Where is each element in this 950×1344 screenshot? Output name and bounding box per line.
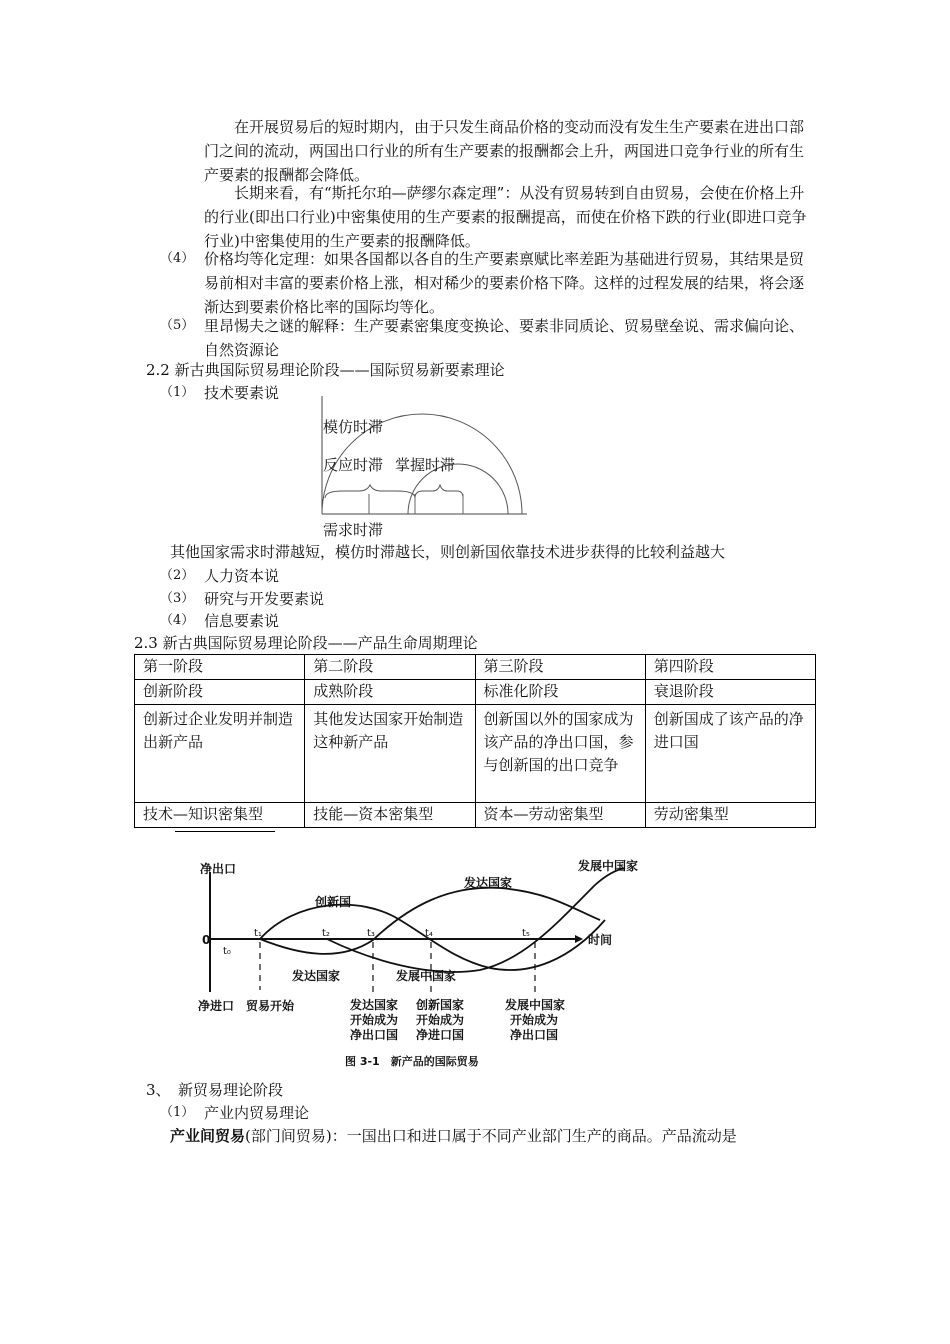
table-row [135,803,816,828]
inter-industry-trade-definition: (部门间贸易)：一国出口和进口属于不同产业部门生产的商品。产品流动是 [245,1127,737,1145]
item-4-text: 价格均等化定理：如果各国都以各自的生产要素禀赋比率差距为基础进行贸易，其结果是贸易前相对丰富的要素价格上涨，相对稀少的要素价格下降。这样的过程发展的结果，将会逐渐达到要素价格比率的国际均等化。 [204,250,805,316]
table-cell: 创新国成了该产品的净进口国 [645,705,815,803]
inter-industry-trade-term: 产业间贸易 [170,1127,246,1145]
item-4-number: （4） [160,251,195,266]
section-3-heading: 3、 新贸易理论阶段 [146,1081,284,1099]
event2-line2: 开始成为 [416,1013,465,1027]
table-cell: 第二阶段 [305,655,475,680]
y-axis-top-label: 净出口 [200,862,237,876]
curve-developing-top-label: 发展中国家 [578,859,639,873]
lag-reaction-label: 反应时滞 [323,456,384,474]
tick-t3: t₃ [367,928,375,939]
intro-paragraph-2: 长期来看，有“斯托尔珀—萨缪尔森定理”：从没有贸易转到自由贸易，会使在价格上升的行业(即出口行业)中密集使用的生产要素的报酬提高，而使在价格下跌的行业(即进口竞争行业)中密集使用的生产要素的报酬降低。 [204,184,807,250]
section-3-sub-text: 产业内贸易理论 [204,1104,310,1122]
event1-line3: 净出口国 [350,1028,399,1042]
table-cell: 成熟阶段 [305,680,475,705]
sub-3-number: （3） [160,591,195,606]
tick-t4: t₄ [425,928,433,939]
tick-t5: t₅ [522,928,530,939]
lag-mastery-brace [415,485,463,498]
event3-line2: 开始成为 [510,1013,559,1027]
event3-line1: 发展中国家 [505,998,566,1012]
y-axis-bottom-label: 净进口 [198,999,235,1013]
new-product-trade-figure [190,850,670,1072]
section-3-sub-number: （1） [160,1105,195,1120]
technology-lag-diagram [315,394,535,542]
table-cell: 资本—劳动密集型 [475,803,645,828]
curve-developed-top-label: 发达国家 [464,876,513,890]
curve-innovator-label: 创新国 [315,895,352,909]
figure-caption: 图 3-1 新产品的国际贸易 [345,1055,479,1068]
lag-demand-label: 需求时滞 [323,521,384,539]
item-5-text: 里昂惕夫之谜的解释：生产要素密集度变换论、要素非同质论、贸易壁垒说、需求偏向论、自然资源论 [204,317,805,359]
table-row [135,680,816,705]
table-row [135,655,816,680]
table-cell: 创新阶段 [135,680,305,705]
table-cell: 第三阶段 [475,655,645,680]
table-cell: 衰退阶段 [645,680,815,705]
table-cell: 其他发达国家开始制造这种新产品 [305,705,475,803]
tick-t2: t₂ [322,928,330,939]
curve-developed [260,888,600,954]
sub-2-number: （2） [160,568,195,583]
item-5-number: （5） [160,318,195,333]
table-cell: 劳动密集型 [645,803,815,828]
sub-3-text: 研究与开发要素说 [204,590,325,608]
event1-line2: 开始成为 [350,1013,399,1027]
intro-paragraph-1: 在开展贸易后的短时期内，由于只发生商品价格的变动而没有发生生产要素在进出口部门之间的流动，两国出口行业的所有生产要素的报酬都会上升，两国进口竞争行业的所有生产要素的报酬都会降低。 [204,118,805,184]
table-cell: 第四阶段 [645,655,815,680]
sub-4-number: （4） [160,613,195,628]
lag-mastery-label: 掌握时滞 [395,456,456,474]
lag-imitation-label: 模仿时滞 [323,418,384,436]
table-row [135,705,816,803]
tick-t0: t₀ [223,946,231,957]
x-axis-label: 时间 [588,933,613,947]
sub-1-number: （1） [160,385,195,400]
tick-t1: t₁ [254,928,262,939]
event2-line3: 净进口国 [416,1028,465,1042]
sub-1-text: 技术要素说 [204,384,280,402]
table-cell: 第一阶段 [135,655,305,680]
table-cell: 创新国以外的国家成为该产品的净出口国，参与创新国的出口竞争 [475,705,645,803]
event2-line1: 创新国家 [416,998,465,1012]
table-cell: 技能—资本密集型 [305,803,475,828]
product-life-cycle-table [134,654,816,828]
event3-line3: 净出口国 [510,1028,559,1042]
sub-2-text: 人力资本说 [204,567,280,585]
zero-label: 0 [202,933,211,947]
curve-developing-bottom-label: 发展中国家 [396,969,457,983]
lag-reaction-brace [325,485,415,498]
trade-start-label: 贸易开始 [246,999,295,1013]
lag-conclusion: 其他国家需求时滞越短，模仿时滞越长，则创新国依靠技术进步获得的比较利益越大 [170,543,726,561]
section-2-3-heading: 2.3 新古典国际贸易理论阶段——产品生命周期理论 [134,634,478,652]
table-cell: 创新过企业发明并制造出新产品 [135,705,305,803]
event1-line1: 发达国家 [350,998,399,1012]
section-2-2-heading: 2.2 新古典国际贸易理论阶段——国际贸易新要素理论 [146,361,505,379]
table-underline [175,831,275,832]
table-cell: 技术—知识密集型 [135,803,305,828]
curve-developed-bottom-label: 发达国家 [292,969,341,983]
inter-industry-trade-line [170,1124,737,1148]
sub-4-text: 信息要素说 [204,612,280,630]
table-cell: 标准化阶段 [475,680,645,705]
